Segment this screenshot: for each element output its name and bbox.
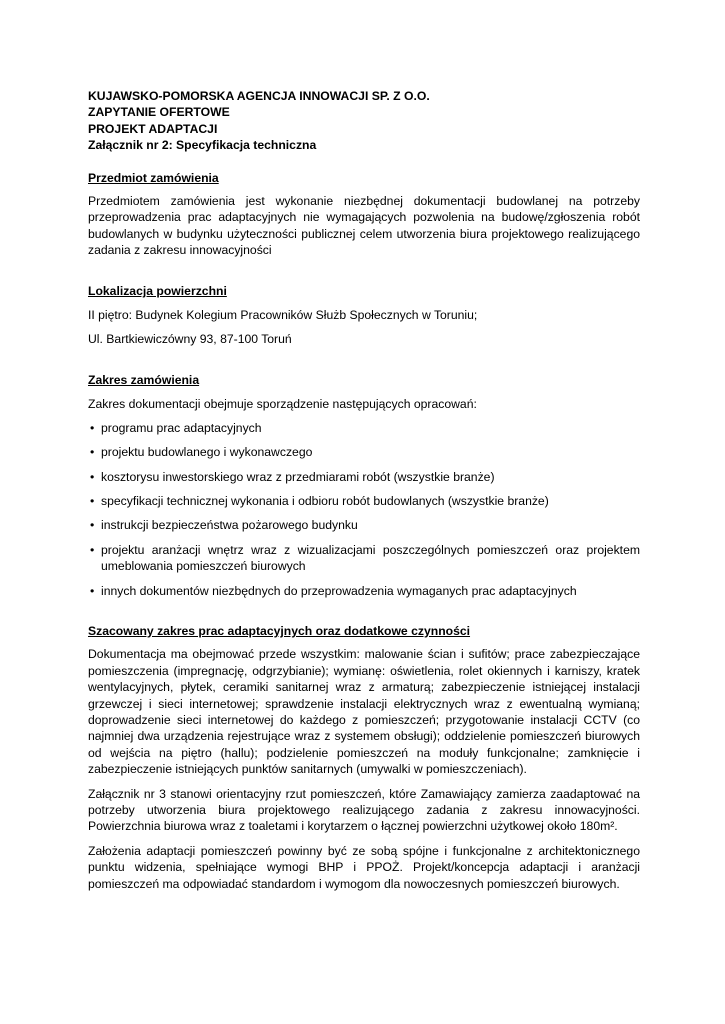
szacowany-paragraph-2: Załącznik nr 3 stanowi orientacyjny rzut pomieszczeń, które Zamawiający zamierza zaadaptować na potrzeby utworzenia biura projektowego realizującego zadania z zakresu innowacyjności. Powierzchnia biurowa wraz z toaletami i korytarzem o łącznej powierzchni użytkowej około 180m². [88, 786, 640, 834]
list-item-text: specyfikacji technicznej wykonania i odbioru robót budowlanych (wszystkie branże) [101, 493, 549, 508]
project-name: PROJEKT ADAPTACJI [88, 121, 218, 136]
section-title-szacowany: Szacowany zakres prac adaptacyjnych oraz dodatkowe czynności [88, 623, 471, 638]
organization-name: KUJAWSKO-POMORSKA AGENCJA INNOWACJI SP. Z O.O. [88, 89, 430, 103]
bullet-icon: • [90, 518, 95, 533]
list-item-text: instrukcji bezpieczeństwa pożarowego budynku [101, 518, 358, 533]
lokalizacja-floor: II piętro: Budynek Kolegium Pracowników Służb Społecznych w Toruniu; [88, 308, 478, 323]
list-item [88, 517, 640, 533]
bullet-icon: • [90, 583, 95, 598]
bullet-icon: • [90, 469, 95, 484]
list-item [88, 493, 640, 509]
section-zakres [88, 372, 640, 599]
section-szacowany [88, 623, 640, 892]
section-przedmiot [88, 170, 640, 259]
section-title-zakres: Zakres zamówienia [88, 372, 200, 387]
list-item-text: innych dokumentów niezbędnych do przeprowadzenia wymaganych prac adaptacyjnych [101, 583, 577, 598]
list-item [88, 469, 640, 485]
zakres-intro: Zakres dokumentacji obejmuje sporządzenie następujących opracowań: [88, 397, 477, 412]
list-item [88, 542, 640, 575]
zakres-list [88, 420, 640, 599]
document-page [88, 88, 640, 892]
szacowany-paragraph-1: Dokumentacja ma obejmować przede wszystkim: malowanie ścian i sufitów; prace zabezpieczające pomieszczenia (impregnację, odgrzybianie); wymianę: oświetlenia, rolet okiennych i karniszy, kratek wentylacyjnych, płytek, ceramiki sanitarnej wraz z armaturą; zabezpieczenie istniejącej instalacji grzewczej i sieci internetowej; sprawdzenie instalacji elektrycznych wraz z ewentualną wymianą; doprowadzenie sieci internetowej do każdego z pomieszczeń; przygotowanie instalacji CCTV (co najmniej dwa urządzenia rejestrujące wraz z systemem obsługi); oddzielenie pomieszczeń biurowych od wejścia na piętro (hallu); podzielenie pomieszczeń na moduły funkcjonalne; zamknięcie i zabezpieczenie istniejących punktów sanitarnych (umywalki w pomieszczeniach). [88, 647, 640, 777]
list-item [88, 444, 640, 460]
section-title-lokalizacja: Lokalizacja powierzchni [88, 283, 227, 298]
bullet-icon: • [90, 493, 95, 508]
list-item-text: projektu budowlanego i wykonawczego [101, 445, 313, 460]
attachment-title: Załącznik nr 2: Specyfikacja techniczna [88, 138, 317, 153]
bullet-icon: • [90, 542, 95, 557]
list-item [88, 583, 640, 599]
bullet-icon: • [90, 420, 95, 435]
przedmiot-text: Przedmiotem zamówienia jest wykonanie niezbędnej dokumentacji budowlanej na potrzeby przeprowadzenia prac adaptacyjnych nie wymagających pozwolenia na budowę/zgłoszenia robót budowlanych w budynku użyteczności publicznej celem utworzenia biura projektowego realizującego zadania z zakresu innowacyjności [88, 194, 640, 258]
list-item-text: programu prac adaptacyjnych [101, 420, 262, 435]
document-type: ZAPYTANIE OFERTOWE [88, 105, 230, 120]
section-lokalizacja [88, 283, 640, 348]
bullet-icon: • [90, 445, 95, 460]
list-item [88, 420, 640, 436]
section-title-przedmiot: Przedmiot zamówienia [88, 170, 219, 185]
document-header [88, 88, 640, 154]
list-item-text: kosztorysu inwestorskiego wraz z przedmiarami robót (wszystkie branże) [101, 469, 495, 484]
list-item-text: projektu aranżacji wnętrz wraz z wizualizacjami poszczególnych pomieszczeń oraz projektem umeblowania pomieszczeń biurowych [101, 542, 640, 574]
lokalizacja-address: Ul. Bartkiewiczówny 93, 87-100 Toruń [88, 332, 292, 347]
szacowany-paragraph-3: Założenia adaptacji pomieszczeń powinny być ze sobą spójne i funkcjonalne z architektonicznego punktu widzenia, spełniające wymogi BHP i PPOŻ. Projekt/koncepcja adaptacji i aranżacji pomieszczeń ma odpowiadać standardom i wymogom dla nowoczesnych pomieszczeń biurowych. [88, 843, 640, 891]
